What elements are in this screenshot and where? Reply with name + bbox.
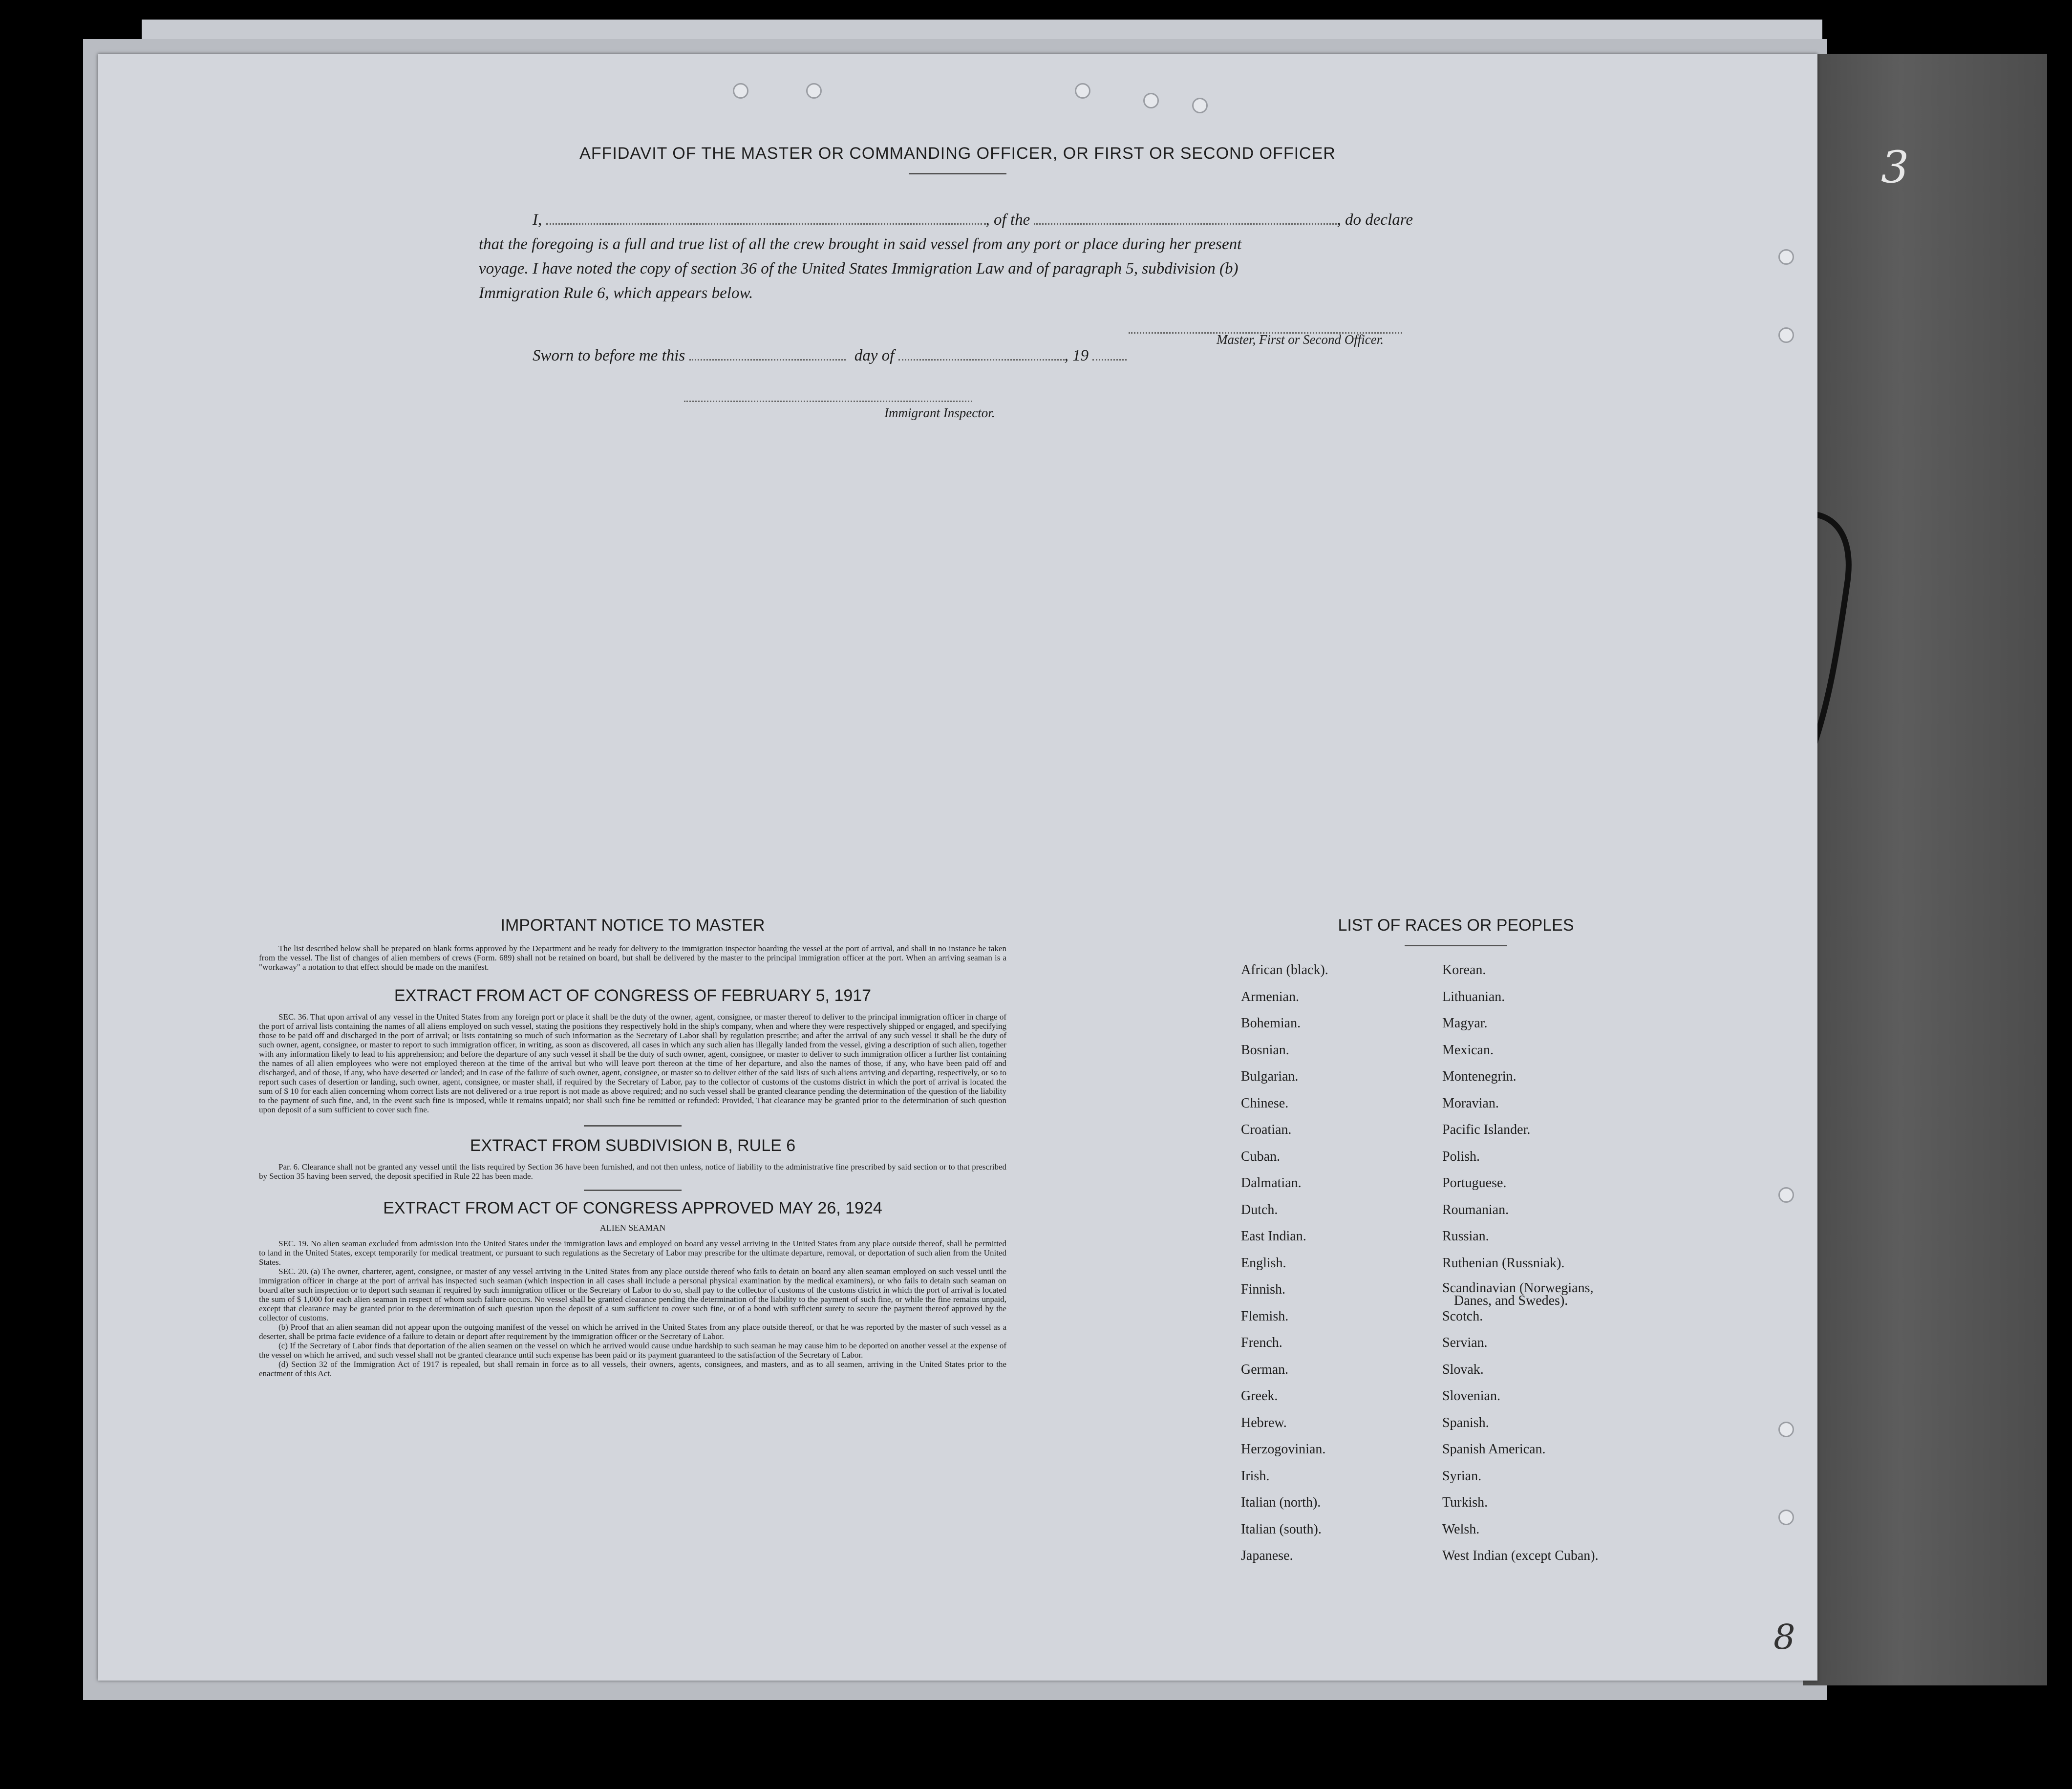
left-race-item: German. — [1241, 1362, 1289, 1377]
left-race-item: African (black). — [1241, 962, 1328, 978]
right-race-item: Slovenian. — [1442, 1388, 1500, 1404]
extract2-heading: EXTRACT FROM SUBDIVISION B, RULE 6 — [470, 1136, 796, 1155]
inspector-caption: Immigrant Inspector. — [884, 405, 995, 420]
manifest-page — [98, 54, 1817, 1681]
right-race-item: Magyar. — [1442, 1016, 1488, 1031]
extract-divider — [584, 1125, 682, 1127]
left-race-item: Italian (south). — [1241, 1521, 1322, 1537]
declaration-line-1 — [479, 208, 1539, 232]
day-of-label: day of — [854, 347, 895, 364]
extract3-sec20b: (b) Proof that an alien seaman did not appear upon the outgoing manifest of the vessel on which he arrived in the United States from any place outside thereof, or that he was reported by the master of such vessel as a deserter, shall be prima facie evidence of a failure to detain or deport after requirement by the immigration officer or the Secretary of Labor. — [259, 1322, 1006, 1341]
right-race-item: Korean. — [1442, 962, 1486, 978]
notice-body: The list described below shall be prepared on blank forms approved by the Department and be ready for delivery to the immigration inspector boarding the vessel at the port of arrival, and shall in no instance be taken from the vessel. The list of changes of alien members of crews (Form. 689) shall not be retained on board, but shall be delivered by the master to the principal immigration officer at the port. When an arriving seaman is a "workaway" a notation to that effect should be made on the manifest. — [259, 944, 1006, 972]
punch-hole — [733, 83, 748, 99]
left-race-item: English. — [1241, 1255, 1286, 1271]
left-race-item: Cuban. — [1241, 1149, 1281, 1164]
right-race-item: Scandinavian (Norwegians, — [1442, 1280, 1594, 1296]
left-race-item: Finnish. — [1241, 1282, 1286, 1297]
race-item-wrapper — [1442, 1282, 1677, 1309]
officer-name-field[interactable] — [546, 223, 986, 225]
left-race-item: Chinese. — [1241, 1095, 1289, 1111]
races-heading: LIST OF RACES OR PEOPLES — [1338, 916, 1574, 935]
punch-hole — [1075, 83, 1090, 99]
left-race-item: Dutch. — [1241, 1202, 1278, 1217]
i-label: I, — [533, 211, 542, 229]
inspector-signature-line[interactable] — [684, 396, 972, 402]
right-race-item: Ruthenian (Russniak). — [1442, 1255, 1565, 1271]
left-race-item: Armenian. — [1241, 989, 1299, 1004]
year-label: , 19 — [1064, 347, 1089, 364]
extract3-heading: EXTRACT FROM ACT OF CONGRESS APPROVED MAY 26, 1924 — [383, 1199, 882, 1217]
sworn-line — [533, 347, 1127, 365]
left-race-item: Croatian. — [1241, 1122, 1292, 1137]
punch-hole — [1778, 327, 1794, 343]
declaration-line-4: Immigration Rule 6, which appears below. — [479, 284, 753, 302]
notice-heading: IMPORTANT NOTICE TO MASTER — [500, 916, 765, 935]
right-race-item: Spanish American. — [1442, 1442, 1546, 1457]
extract3-sec20d: (d) Section 32 of the Immigration Act of 1917 is repealed, but shall remain in force as to all vessels, their owners, agents, consignees, and masters, and as to all seamen, arriving in the United States prior to the enactment of this Act. — [259, 1360, 1006, 1378]
left-race-item: French. — [1241, 1335, 1282, 1350]
of-the-label: , of the — [985, 211, 1030, 229]
extract-divider — [584, 1190, 682, 1191]
punch-hole — [1778, 1422, 1794, 1437]
left-race-item: Bohemian. — [1241, 1016, 1301, 1031]
extract1-body: SEC. 36. That upon arrival of any vessel in the United States from any foreign port or place it shall be the duty of the owner, agent, consignee, or master thereof to deliver to the principal immigration officer in charge of the port of arrival lists containing the names of all aliens employed on such vessel, stating the positions they respectively hold in the ship's company, when and where they were respectively shipped or engaged, and specifying those to be paid off and discharged in the port of arrival; or lists containing so much of such information as the Secretary of Labor shall by regulation prescribe; and after the arrival of any such vessel it shall be the duty of such owner, agent, consignee, or master to report to such immigration officer, in writing, as soon as discovered, all cases in which any such alien has illegally landed from the vessel, giving a description of such alien, together with any information likely to lead to his apprehension; and before the departure of any such vessel it shall be the duty of such owner, agent, consignee, or master to deliver to such immigration officer a further list containing the names of all alien employees who were not employed thereon at the time of the arrival but who will leave port thereon at the time of her departure, and also the names of those, if any, who have been paid off and discharged, and of those, if any, who have deserted or landed; and in case of the failure of such owner, agent, consignee, or master so to deliver either of the said lists of such aliens arriving and departing, respectively, or so to report such cases of desertion or landing, such owner, agent, consignee, or master shall, if required by the Secretary of Labor, pay to the collector of customs of the customs district in which the port of arrival is located the sum of $ 10 for each alien concerning whom correct lists are not delivered or a true report is not made as above required; and no such vessel shall be granted clearance pending the determination of the question of the liability to the payment of such fine, and, in the event such fine is imposed, while it remains unpaid; nor shall such fine be remitted or refunded: Provided, That clearance may be granted prior to the determination of such question upon deposit of a sum sufficient to cover such fine. — [259, 1012, 1006, 1114]
right-race-item: West Indian (except Cuban). — [1442, 1548, 1599, 1563]
right-race-item: Syrian. — [1442, 1468, 1482, 1484]
left-race-item: Dalmatian. — [1241, 1175, 1302, 1191]
right-race-item-continuation: Danes, and Swedes). — [1454, 1293, 1568, 1308]
punch-hole — [1192, 98, 1208, 113]
right-race-item: Lithuanian. — [1442, 989, 1505, 1004]
right-race-item: Mexican. — [1442, 1042, 1494, 1058]
punch-hole — [806, 83, 822, 99]
extract2-body: Par. 6. Clearance shall not be granted any vessel until the lists required by Section 36 have been furnished, and not then unless, notice of liability to the administrative fine prescribed by said section or to that prescribed by Section 35 having been served, the deposit specified in Rule 22 has been made. — [259, 1162, 1006, 1181]
affidavit-title: AFFIDAVIT OF THE MASTER OR COMMANDING OFFICER, OR FIRST OR SECOND OFFICER — [579, 144, 1336, 163]
punch-hole — [1143, 93, 1159, 108]
do-declare-label: , do declare — [1337, 211, 1413, 229]
punch-hole — [1778, 1187, 1794, 1203]
sworn-year-field[interactable] — [1092, 359, 1127, 361]
right-race-item: Polish. — [1442, 1149, 1480, 1164]
right-race-item: Montenegrin. — [1442, 1069, 1517, 1084]
affidavit-section — [440, 144, 1475, 174]
officer-caption: Master, First or Second Officer. — [1217, 332, 1384, 347]
left-race-item: Italian (north). — [1241, 1495, 1321, 1510]
bottom-handwritten-mark: 8 — [1773, 1617, 1795, 1657]
left-race-item: Flemish. — [1241, 1308, 1289, 1324]
affidavit-declaration — [479, 208, 1539, 305]
right-race-item: Turkish. — [1442, 1495, 1488, 1510]
punch-hole — [1778, 249, 1794, 265]
extract3-sec20c: (c) If the Secretary of Labor finds that deportation of the alien seamen on the vessel on which he arrived would cause undue hardship to such seaman he may cause him to be deported on another vessel at the expense of the vessel on which he arrived, and such vessel shall not be granted clearance until such expense has been paid or its payment guaranteed to the satisfaction of the Secretary of Labor. — [259, 1341, 1006, 1360]
left-race-item: Hebrew. — [1241, 1415, 1287, 1430]
folder-edge — [1803, 54, 2047, 1685]
declaration-line-3: voyage. I have noted the copy of section 36 of the United States Immigration Law and of paragraph 5, subdivision (b) — [479, 260, 1239, 277]
right-race-item: Servian. — [1442, 1335, 1488, 1350]
right-race-item: Slovak. — [1442, 1362, 1484, 1377]
right-race-item: Russian. — [1442, 1229, 1489, 1244]
sworn-month-field[interactable] — [898, 359, 1065, 361]
right-race-item: Roumanian. — [1442, 1202, 1509, 1217]
left-race-item: Irish. — [1241, 1468, 1270, 1484]
races-heading-rule — [1405, 945, 1507, 946]
races-left-column — [1241, 962, 1436, 1575]
declaration-line-2: that the foregoing is a full and true list of all the crew brought in said vessel from any port or place during her present — [479, 235, 1242, 253]
right-race-item: Welsh. — [1442, 1521, 1480, 1537]
left-race-item: East Indian. — [1241, 1229, 1306, 1244]
races-right-column — [1442, 962, 1677, 1575]
left-race-item: Bulgarian. — [1241, 1069, 1299, 1084]
left-race-item: Greek. — [1241, 1388, 1278, 1404]
right-race-item: Spanish. — [1442, 1415, 1489, 1430]
corner-handwritten-mark: 3 — [1881, 142, 1909, 193]
left-race-item: Japanese. — [1241, 1548, 1293, 1563]
extract3-sec20a: SEC. 20. (a) The owner, charterer, agent, consignee, or master of any vessel arriving in the United States from any place outside thereof who fails to detain on board any alien seaman employed on such vessel until the immigration officer in charge at the port of arrival has inspected such seaman (which inspection in all cases shall include a personal physical examination by the medical examiners), or who fails to detain such seaman on board after such inspection or to deport such seaman if required by such immigration officer or the Secretary of Labor to do so, shall pay to the collector of customs of the customs district in which the port of arrival is located the sum of $ 1,000 for each alien seaman in respect of whom such failure occurs. No vessel shall be granted clearance pending the determination of the liability to the payment of such fine, or while the fine remains unpaid, except that clearance may be granted prior to the determination of such question upon the deposit of a sum sufficient to cover such fine, or of a bond with sufficient surety to secure the payment thereof approved by the collector of customs. — [259, 1267, 1006, 1322]
left-race-item: Herzogovinian. — [1241, 1442, 1326, 1457]
right-race-item: Pacific Islander. — [1442, 1122, 1531, 1137]
punch-hole — [1778, 1510, 1794, 1525]
right-race-item: Moravian. — [1442, 1095, 1499, 1111]
right-race-item: Scotch. — [1442, 1308, 1483, 1324]
sworn-day-field[interactable] — [689, 359, 846, 361]
left-race-item: Bosnian. — [1241, 1042, 1289, 1058]
extract1-heading: EXTRACT FROM ACT OF CONGRESS OF FEBRUARY 5, 1917 — [394, 986, 872, 1005]
notice-section — [259, 916, 1006, 1378]
races-section — [1270, 916, 1642, 946]
vessel-name-field[interactable] — [1034, 223, 1337, 225]
extract3-sec19: SEC. 19. No alien seaman excluded from admission into the United States under the immigration laws and employed on board any vessel arriving in the United States from any place outside thereof, shall be permitted to land in the United States, except temporarily for medical treatment, or pursuant to such regulations as the Secretary of Labor may prescribe for the ultimate departure, removal, or deportation of such alien from the United States. — [259, 1239, 1006, 1267]
sworn-label: Sworn to before me this — [533, 347, 685, 364]
right-race-item: Portuguese. — [1442, 1175, 1507, 1191]
extract3-subheading: ALIEN SEAMAN — [599, 1223, 666, 1233]
affidavit-title-rule — [909, 173, 1006, 174]
